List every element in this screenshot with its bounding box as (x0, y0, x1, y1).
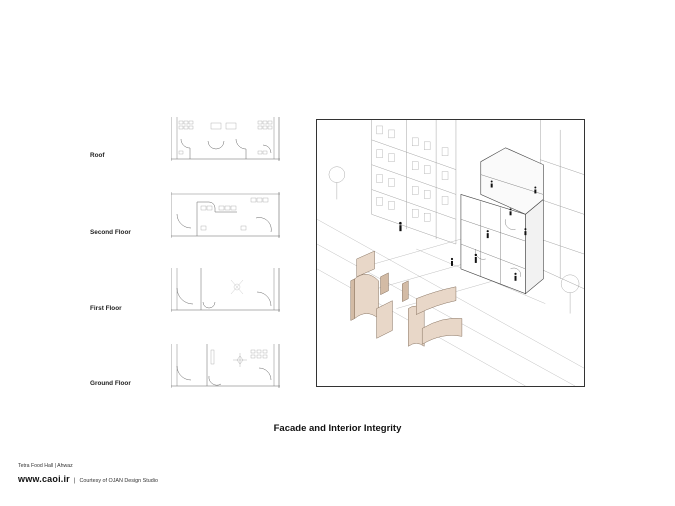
footer (18, 474, 158, 484)
floor-label-first-floor: First Floor (90, 305, 122, 312)
footer-separator: | (73, 478, 76, 484)
project-credit (18, 463, 73, 469)
site-link[interactable]: www.caoi.ir (18, 474, 70, 484)
project-name: Tetra Food Hall (18, 463, 54, 469)
project-city: Ahwaz (57, 463, 73, 469)
courtesy-text: Courtesy of OJAN Design Studio (79, 478, 158, 484)
ground-floor-plan (171, 344, 280, 388)
floor-label-ground-floor: Ground Floor (90, 380, 131, 387)
first-floor-plan (171, 268, 280, 312)
floor-label-roof: Roof (90, 152, 105, 159)
figure-title: Facade and Interior Integrity (273, 423, 402, 434)
credit-separator: | (54, 463, 56, 469)
second-floor-plan (171, 192, 280, 238)
floor-label-second-floor: Second Floor (90, 229, 131, 236)
axonometric-street-drawing (316, 119, 585, 387)
roof-plan (171, 117, 280, 161)
